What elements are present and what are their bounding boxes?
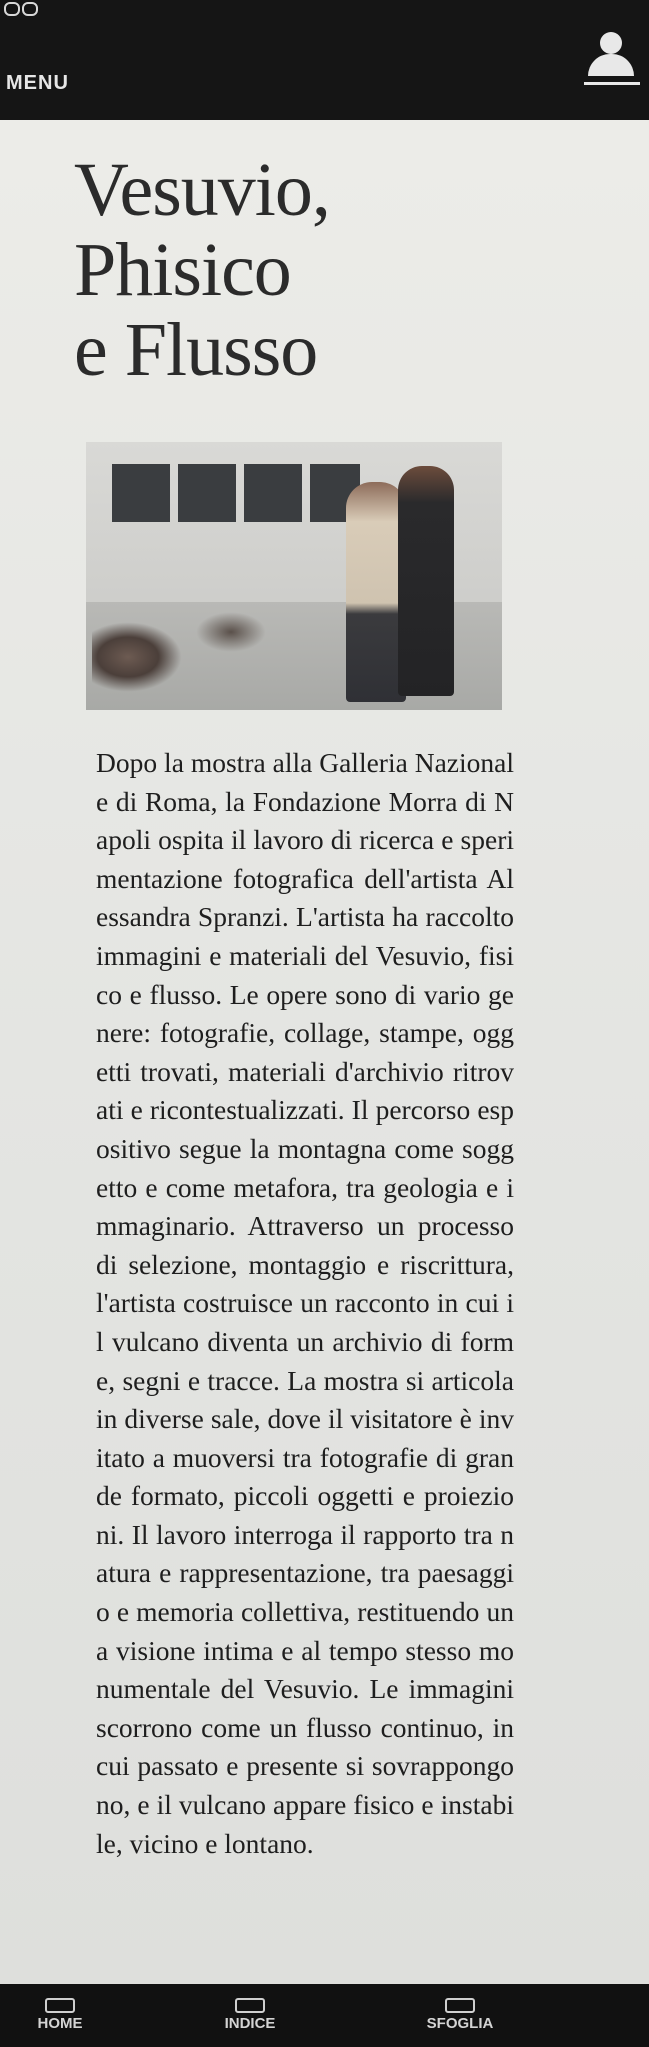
title-line: Phisico (74, 228, 291, 312)
pages-icon (445, 1998, 475, 2013)
top-bar (0, 0, 649, 120)
nav-home[interactable] (10, 1998, 110, 2032)
status-indicator (4, 0, 44, 18)
bottom-nav (0, 1984, 649, 2047)
visitor-figure (398, 466, 454, 696)
nav-label: INDICE (224, 2015, 276, 2032)
nav-label: HOME (37, 2015, 83, 2032)
article-body: Dopo la mostra alla Galleria Nazionale di Roma, la Fondazione Morra di Napoli ospita il lavoro di ricerca e sperimentazione fotografica dell'artista Alessandra Spranzi. L'artista ha raccolto immagini e materiali del Vesuvio, fisico e flusso. Le opere sono di vario genere: fotografie, collage, stampe, oggetti trovati, materiali d'archivio ritrovati e ricontestualizzati. Il percorso espositivo segue la montagna come soggetto e come metafora, tra geologia e immaginario. Attraverso un processo di selezione, montaggio e riscrittura, l'artista costruisce un racconto in cui il vulcano diventa un archivio di forme, segni e tracce. La mostra si articola in diverse sale, dove il visitatore è invitato a muoversi tra fotografie di grande formato, piccoli oggetti e proiezioni. Il lavoro interroga il rapporto tra natura e rappresentazione, tra paesaggio e memoria collettiva, restituendo una visione intima e al tempo stesso monumentale del Vesuvio. Le immagini scorrono come un flusso continuo, in cui passato e presente si sovrappongono, e il vulcano appare fisico e instabile, vicino e lontano. (96, 747, 514, 1859)
home-icon (45, 1998, 75, 2013)
article-title (74, 150, 554, 390)
list-icon (235, 1998, 265, 2013)
title-line: Vesuvio, (74, 148, 330, 232)
menu-button[interactable]: MENU (6, 72, 69, 94)
profile-button[interactable] (580, 30, 644, 90)
exhibition-photo (86, 442, 502, 710)
nav-browse[interactable] (400, 1998, 520, 2032)
user-icon (600, 32, 622, 54)
nav-index[interactable] (200, 1998, 300, 2032)
circle-indicator-icon (4, 2, 20, 16)
nav-label: SFOGLIA (426, 2015, 494, 2032)
title-line: e Flusso (74, 308, 318, 392)
circle-indicator-icon (22, 2, 38, 16)
visitor-figure (346, 482, 406, 702)
